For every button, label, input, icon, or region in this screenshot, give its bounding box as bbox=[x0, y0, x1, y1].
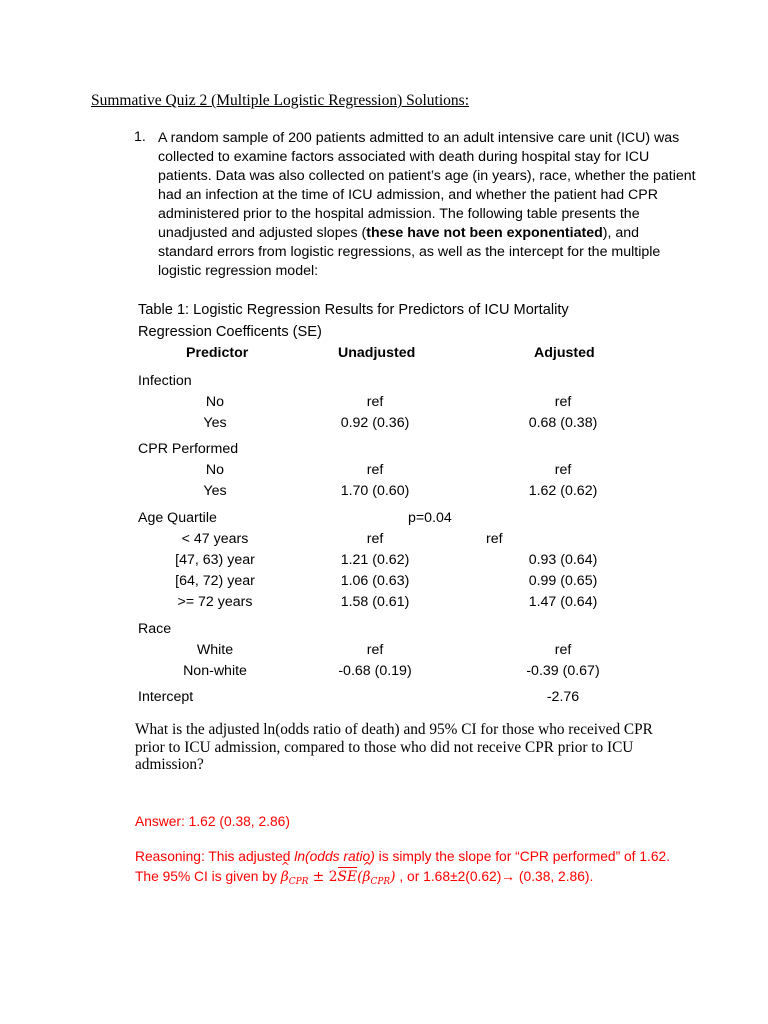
adjusted-cell: 0.99 (0.65) bbox=[528, 573, 598, 589]
unadjusted-cell: 1.70 (0.60) bbox=[340, 483, 410, 499]
ci-formula: ^ $\beta_{CPR}$ ± 2SE(^ $\beta_{CPR}$) bbox=[281, 869, 396, 885]
unadjusted-cell: -0.68 (0.19) bbox=[338, 663, 412, 679]
adjusted-cell: 0.93 (0.64) bbox=[528, 552, 598, 568]
question-intro bbox=[158, 129, 698, 281]
unadjusted-cell: 1.58 (0.61) bbox=[340, 594, 410, 610]
level-label: Yes bbox=[203, 483, 227, 499]
adjusted-cell: ref bbox=[554, 394, 572, 410]
level-label: Yes bbox=[203, 415, 227, 431]
level-label: >= 72 years bbox=[177, 594, 253, 610]
reasoning-line2-prefix: The 95% CI is given by bbox=[135, 869, 281, 884]
reasoning-italic-term: ln(odds ratio) bbox=[294, 849, 375, 864]
adjusted-cell: ref bbox=[554, 462, 572, 478]
header-predictor: Predictor bbox=[186, 345, 249, 361]
question-intro-bold: these have not been exponentiated bbox=[366, 225, 603, 241]
reasoning-prefix: Reasoning: This adjusted bbox=[135, 849, 295, 864]
question-number: 1. bbox=[134, 129, 146, 145]
unadjusted-cell: ref bbox=[366, 531, 384, 547]
level-label: Non-white bbox=[183, 663, 247, 679]
reasoning-suffix: is simply the slope for “CPR performed” of 1.62. bbox=[374, 849, 671, 864]
adjusted-cell: -0.39 (0.67) bbox=[526, 663, 600, 679]
group-label-cpr: CPR Performed bbox=[138, 441, 239, 457]
level-label: No bbox=[205, 394, 225, 410]
group-label-age: Age Quartile bbox=[138, 510, 217, 526]
intercept-value: -2.76 bbox=[546, 689, 580, 705]
unadjusted-cell: ref bbox=[366, 462, 384, 478]
answer-text: Answer: 1.62 (0.38, 2.86) bbox=[135, 814, 290, 829]
level-label: < 47 years bbox=[181, 531, 249, 547]
table-title: Table 1: Logistic Regression Results for Predictors of ICU Mortality bbox=[138, 302, 569, 318]
group-label-race: Race bbox=[138, 621, 172, 637]
beta-subscript-2: CPR bbox=[370, 877, 391, 887]
unadjusted-cell: ref bbox=[366, 394, 384, 410]
intercept-label: Intercept bbox=[138, 689, 194, 705]
level-label: [47, 63) year bbox=[175, 552, 255, 568]
level-label: No bbox=[205, 462, 225, 478]
adjusted-cell: 0.68 (0.38) bbox=[528, 415, 598, 431]
beta-hat-symbol-2: ^ β bbox=[362, 869, 370, 885]
unadjusted-cell: ref bbox=[366, 642, 384, 658]
adjusted-cell: 1.62 (0.62) bbox=[528, 483, 598, 499]
plus-minus-two: ± 2 bbox=[308, 869, 338, 885]
document-title: Summative Quiz 2 (Multiple Logistic Regression) Solutions: bbox=[91, 92, 470, 109]
group-label-infection: Infection bbox=[138, 373, 192, 389]
table-subtitle: Regression Coefficents (SE) bbox=[138, 324, 322, 340]
level-label: White bbox=[196, 642, 234, 658]
level-label: [64, 72) year bbox=[175, 573, 255, 589]
reasoning-line2-suffix: , or 1.68±2(0.62)→ (0.38, 2.86). bbox=[395, 869, 594, 884]
adjusted-cell: 1.47 (0.64) bbox=[528, 594, 598, 610]
age-p-value: p=0.04 bbox=[408, 510, 452, 526]
reasoning-line-2 bbox=[135, 869, 593, 887]
beta-hat-symbol: ^ β bbox=[281, 869, 289, 885]
header-unadjusted: Unadjusted bbox=[338, 345, 416, 361]
reasoning-line-1 bbox=[135, 849, 670, 864]
question-intro-text: A random sample of 200 patients admitted to an adult intensive care unit (ICU) was collected to examine factors associated with death during hospital stay for ICU patients. Data was also collected on patient’s age (in years), race, whether the patient had an infection at the time of ICU admission, and whether the patient had CPR administered prior to the hospital admission. The following table presents the unadjusted and adjusted slopes ( bbox=[158, 130, 696, 241]
adjusted-cell: ref bbox=[554, 642, 572, 658]
adjusted-cell: ref bbox=[486, 531, 503, 547]
se-hat-symbol: SE bbox=[337, 869, 358, 885]
unadjusted-cell: 0.92 (0.36) bbox=[340, 415, 410, 431]
question-intro-text-end: ), and standard errors from logistic regressions, as well as the intercept for the multiple logistic regression model: bbox=[158, 225, 661, 279]
header-adjusted: Adjusted bbox=[534, 345, 595, 361]
unadjusted-cell: 1.21 (0.62) bbox=[340, 552, 410, 568]
unadjusted-cell: 1.06 (0.63) bbox=[340, 573, 410, 589]
question-text: What is the adjusted ln(odds ratio of death) and 95% CI for those who received CPR prior to ICU admission, compared to those who did not receive CPR prior to ICU admission? bbox=[135, 721, 653, 773]
beta-subscript: CPR bbox=[288, 877, 309, 887]
